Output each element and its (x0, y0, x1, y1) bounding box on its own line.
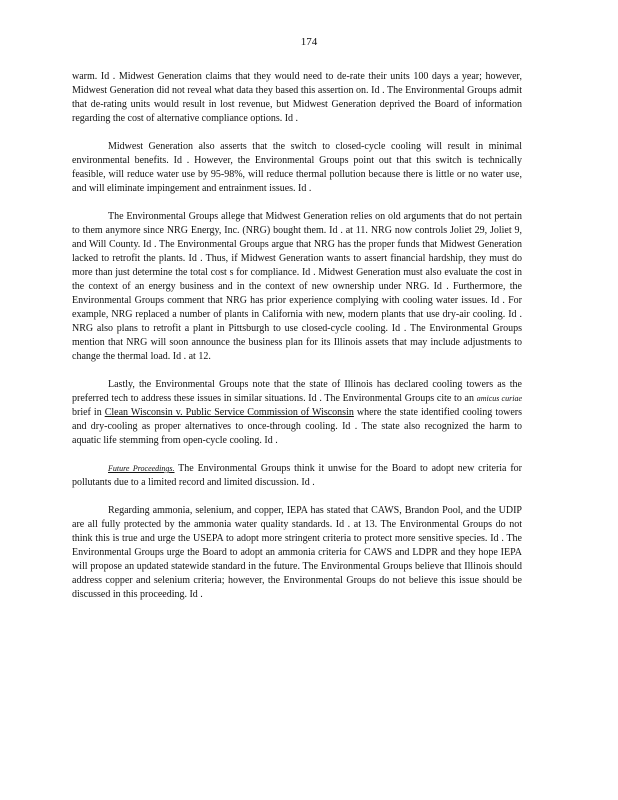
paragraph-1 (72, 70, 522, 126)
case-citation: Clean Wisconsin v. Public Service Commission of Wisconsin (104, 407, 354, 418)
paragraph-4-text-b: brief in (72, 407, 105, 418)
paragraph-2 (72, 140, 522, 196)
amicus-curiae: amicus curiae (476, 394, 522, 403)
paragraph-4-text-a: Lastly, the Environmental Groups note that the state of Illinois has declared cooling towers as the preferred tech to address these issues in similar situations. Id . The Environmental Groups cite to an (72, 379, 522, 404)
paragraph-3 (72, 210, 522, 364)
paragraph-4 (72, 378, 522, 448)
page-number: 174 (300, 36, 318, 48)
paragraph-2-text: Midwest Generation also asserts that the switch to closed-cycle cooling will result in minimal environmental benefits. Id . However, the Environmental Groups point out that this switch is technically feasible, will reduce water use by 95-98%, will reduce thermal pollution because there is little or no water use, and will eliminate impingement and entrainment issues. Id . (72, 141, 522, 194)
section-heading: Future Proceedings. (108, 464, 175, 473)
paragraph-3-text: The Environmental Groups allege that Midwest Generation relies on old arguments that do not pertain to them anymore since NRG Energy, Inc. (NRG) bought them. Id . at 11. NRG now controls Joliet 29, Joliet 9, and Will County. Id . The Environmental Groups argue that NRG has the proper funds that Midwest Generation lacked to retrofit the plants. Id . Thus, if Midwest Generation wants to assert financial hardship, they must do more than just determine the total cost s for compliance. Id . Midwest Generation must also evaluate the cost in the context of an energy business and in the context of new ownership under NRG. Id . Furthermore, the Environmental Groups comment that NRG has prior experience complying with cooling water issues. Id . For example, NRG replaced a number of plants in California with new, modern plants that use dry-air cooling. Id . NRG also plans to retrofit a plant in Pittsburgh to use closed-cycle cooling. Id . The Environmental Groups mention that NRG will soon announce the business plan for its Illinois assets that may include adjustments to change the thermal load. Id . at 12. (72, 211, 522, 362)
document-body (72, 70, 522, 616)
paragraph-5-text: The Environmental Groups think it unwise for the Board to adopt new criteria for pollutants due to a limited record and limited discussion. Id . (72, 463, 522, 488)
paragraph-4-text-c: where the state identified cooling towers and dry-cooling as proper alternatives to once-through cooling. Id . The state also recognized the harm to aquatic life stemming from open-cycle cooling. Id . (72, 407, 523, 446)
paragraph-6 (72, 504, 522, 602)
paragraph-5 (72, 462, 522, 490)
paragraph-1-text: warm. Id . Midwest Generation claims that they would need to de-rate their units 100 days a year; however, Midwest Generation did not reveal what data they based this assertion on. Id . The Environmental Groups admit that de-rating units would result in lost revenue, but Midwest Generation deprived the Board of information regarding the cost of alternative compliance options. Id . (72, 71, 522, 124)
paragraph-6-text: Regarding ammonia, selenium, and copper, IEPA has stated that CAWS, Brandon Pool, and the UDIP are all fully protected by the ammonia water quality standards. Id . at 13. The Environmental Groups do not think this is true and urge the USEPA to adopt more stringent criteria to protect more sensitive species. Id . The Environmental Groups urge the Board to adopt an ammonia criteria for CAWS and LDPR and they hope IEPA will propose an updated statewide standard in the future. The Environmental Groups believe that Illinois should address copper and selenium criteria; however, the Environmental Groups do not believe this issue should be discussed in this proceeding. Id . (72, 505, 522, 600)
